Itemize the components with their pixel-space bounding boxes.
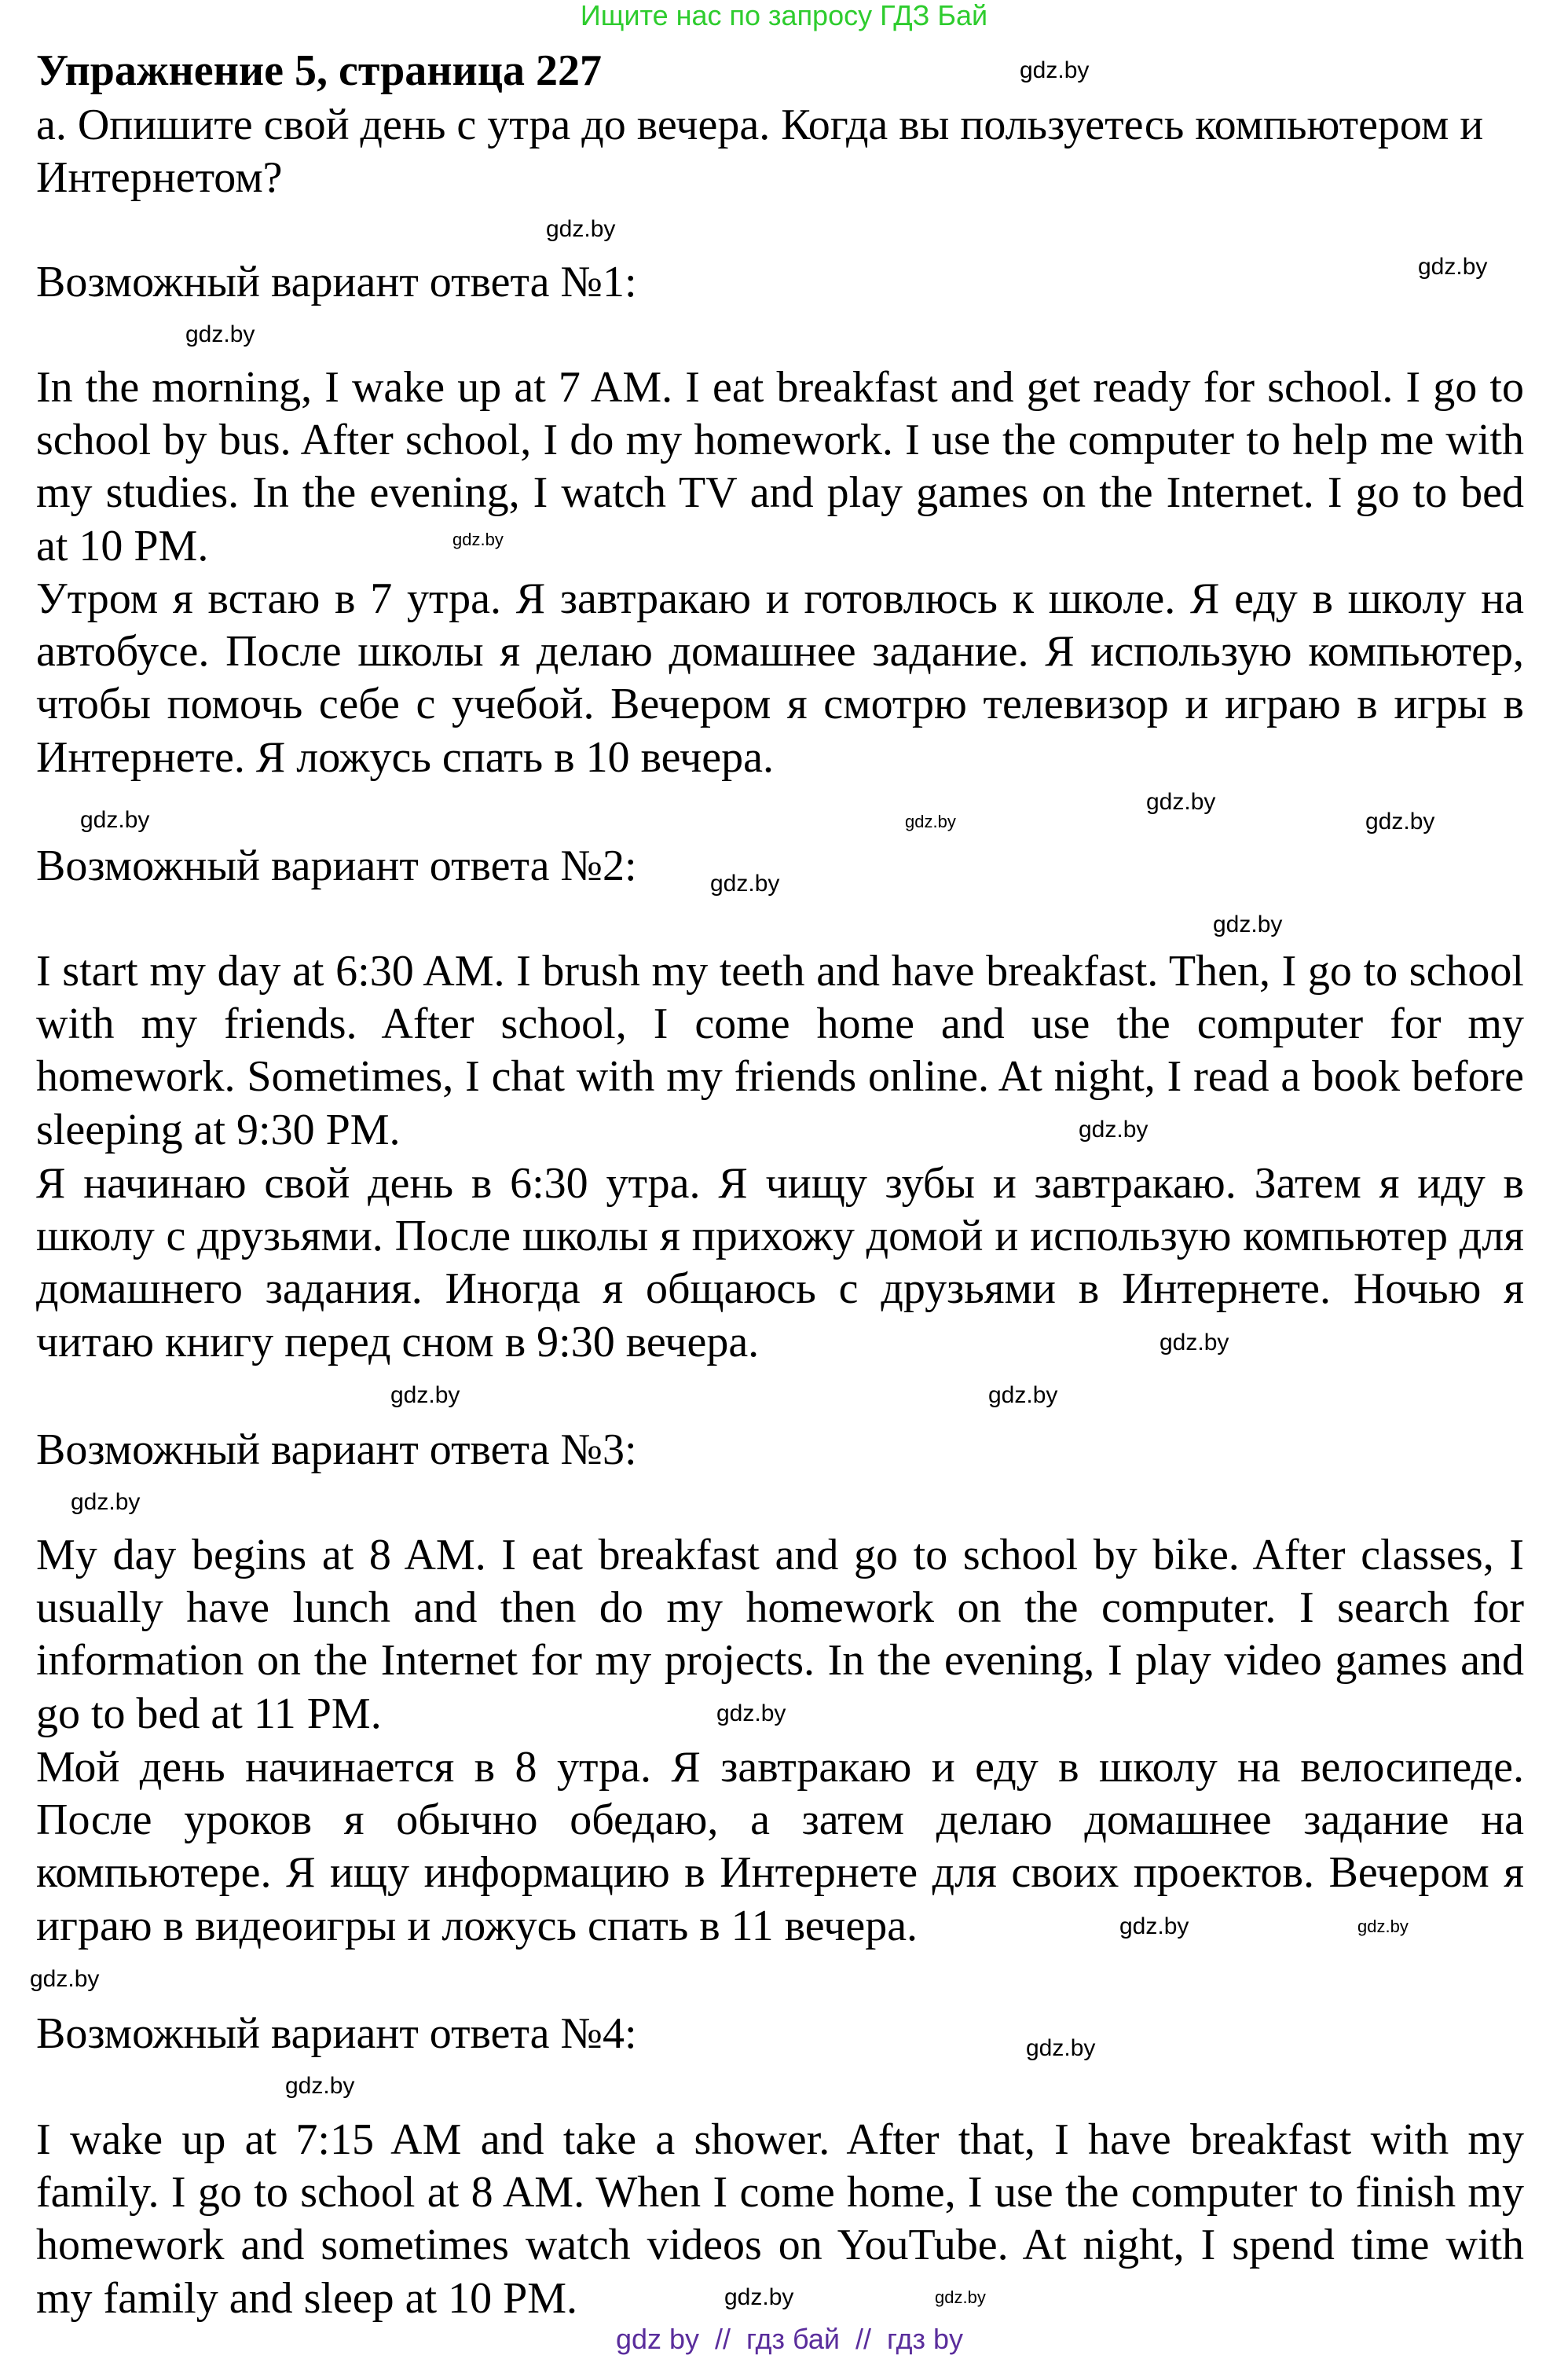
answer-3-english: My day begins at 8 AM. I eat breakfast and go to school by bike. After classes, I usually have lunch and then do my homework on the computer. I search for information on the Internet for my projects. In the evening, I play video games and go to bed at 11 PM. (36, 1531, 1524, 1738)
answer-4-heading: Возможный вариант ответа №4: (36, 2009, 637, 2058)
watermark: gdz.by (1079, 1117, 1149, 1143)
watermark: gdz.by (905, 812, 956, 831)
answer-1-russian: Утром я встаю в 7 утра. Я завтракаю и готовлюсь к школе. Я еду в школу на автобусе. После школы я делаю домашнее задание. Я использую компьютер, чтобы помочь себе с учебой. Вечером я смотрю телевизор и играю в игры в Интернете. Я ложусь спать в 10 вечера. (36, 574, 1524, 782)
watermark: gdz.by (935, 2287, 986, 2307)
watermark: gdz.by (80, 807, 150, 833)
watermark: gdz.by (546, 216, 616, 242)
watermark: gdz.by (1119, 1913, 1189, 1939)
watermark: gdz.by (724, 2284, 794, 2310)
answer-1-english: In the morning, I wake up at 7 AM. I eat breakfast and get ready for school. I go to school by bus. After school, I do my homework. I use the computer to help me with my studies. In the evening, I watch TV and play games on the Internet. I go to bed at 10 PM. (36, 363, 1524, 570)
answer-3-russian: Мой день начинается в 8 утра. Я завтракаю и еду в школу на велосипеде. После уроков я обычно обедаю, а затем делаю домашнее задание на компьютере. Я ищу информацию в Интернете для своих проектов. Вечером я играю в видеоигры и ложусь спать в 11 вечера. (36, 1743, 1524, 1950)
watermark: gdz.by (185, 321, 255, 347)
exercise-question: a. Опишите свой день с утра до вечера. Когда вы пользуетесь компьютером и Интернетом? (36, 101, 1484, 203)
answer-4-english: I wake up at 7:15 AM and take a shower. After that, I have breakfast with my family. I go to school at 8 AM. When I come home, I use the computer to finish my homework and sometimes watch videos on YouTube. At night, I spend time with my family and sleep at 10 PM. (36, 2115, 1524, 2323)
watermark: gdz.by (1365, 809, 1435, 835)
watermark: gdz.by (1160, 1330, 1229, 1355)
answer-2-russian: Я начинаю свой день в 6:30 утра. Я чищу зубы и завтракаю. Затем я иду в школу с друзьями. После школы я прихожу домой и использую компьютер для домашнего задания. Иногда я общаюсь с друзьями в Интернете. Ночью я читаю книгу перед сном в 9:30 вечера. (36, 1159, 1524, 1366)
answer-3-heading: Возможный вариант ответа №3: (36, 1425, 637, 1474)
watermark: gdz.by (1020, 57, 1090, 83)
watermark: gdz.by (71, 1489, 141, 1515)
watermark: gdz.by (1357, 1917, 1409, 1936)
watermark: gdz.by (1213, 912, 1283, 937)
watermark: gdz.by (716, 1700, 786, 1726)
watermark: gdz.by (1418, 254, 1488, 280)
watermark: gdz.by (390, 1382, 460, 1408)
watermark: gdz.by (1146, 789, 1216, 815)
watermark: gdz.by (30, 1966, 100, 1992)
answer-1-heading: Возможный вариант ответа №1: (36, 258, 637, 306)
watermark: gdz.by (452, 530, 504, 549)
watermark: gdz.by (285, 2073, 355, 2099)
answer-2-english: I start my day at 6:30 AM. I brush my teeth and have breakfast. Then, I go to school with my friends. After school, I come home and use the computer for my homework. Sometimes, I chat with my friends online. At night, I read a book before sleeping at 9:30 PM. (36, 947, 1524, 1154)
watermark: gdz.by (1026, 2035, 1096, 2061)
footer-links[interactable]: gdz by // гдз бай // гдз by (615, 2323, 964, 2355)
watermark: gdz.by (988, 1382, 1058, 1408)
watermark: gdz.by (710, 871, 780, 897)
page-title: Упражнение 5, страница 227 (36, 46, 603, 95)
answer-2-heading: Возможный вариант ответа №2: (36, 842, 637, 890)
search-banner[interactable]: Ищите нас по запросу ГДЗ Бай (580, 0, 988, 31)
